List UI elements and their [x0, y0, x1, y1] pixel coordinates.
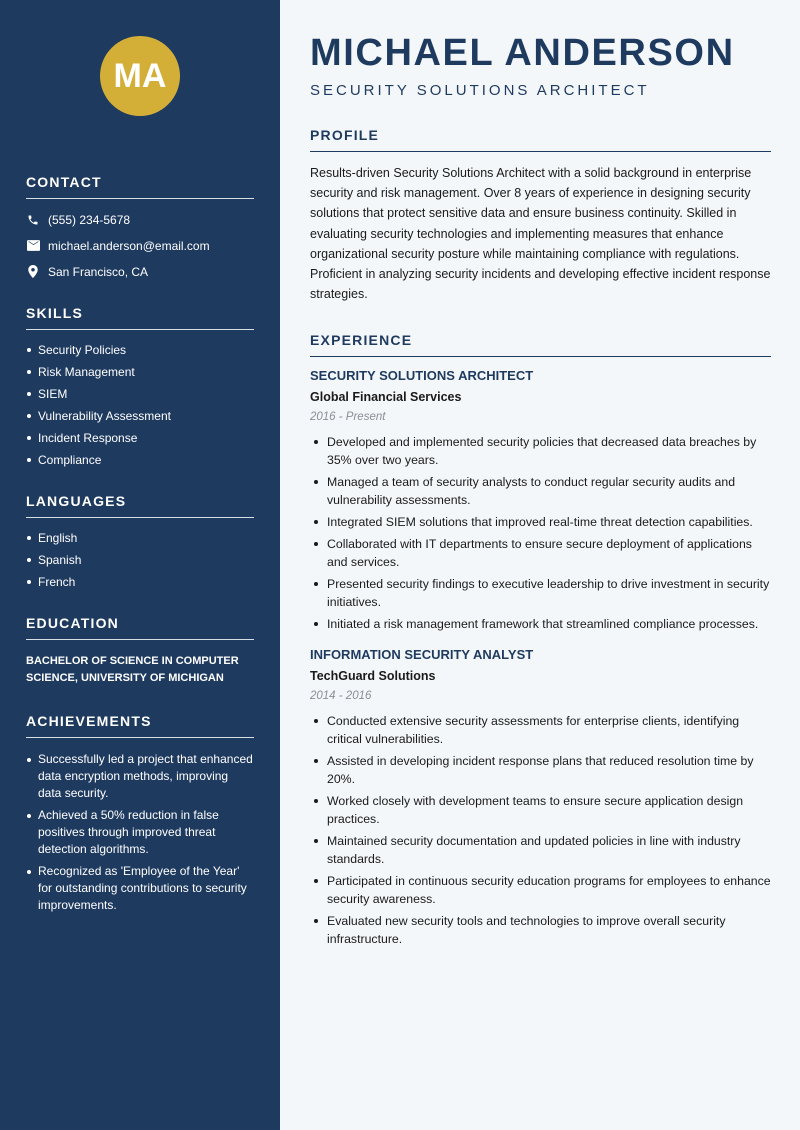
- language-item: Spanish: [26, 553, 254, 567]
- education-section: [26, 615, 254, 687]
- contact-email: [26, 238, 254, 253]
- location-text: San Francisco, CA: [48, 264, 149, 279]
- job-bullet: Assisted in developing incident response plans that reduced resolution time by 20%.: [310, 752, 771, 788]
- avatar: MA: [100, 36, 180, 116]
- skills-heading: SKILLS: [26, 305, 254, 330]
- skills-section: [26, 305, 254, 467]
- job-dates: 2014 - 2016: [310, 690, 372, 703]
- job-bullets: [310, 712, 771, 948]
- achievement-item: Successfully led a project that enhanced data encryption methods, improving data security.: [26, 751, 254, 802]
- achievement-item: Recognized as 'Employee of the Year' for outstanding contributions to security improvements.: [26, 863, 254, 914]
- skill-item: Compliance: [26, 453, 254, 467]
- achievement-item: Achieved a 50% reduction in false positives through improved threat detection algorithms.: [26, 807, 254, 858]
- job-title: SECURITY SOLUTIONS ARCHITECT: [310, 368, 534, 384]
- skill-item: Security Policies: [26, 343, 254, 357]
- job-dates: 2016 - Present: [310, 411, 386, 424]
- job-bullet: Conducted extensive security assessments for enterprise clients, identifying critical vulnerabilities.: [310, 712, 771, 748]
- job-bullet: Developed and implemented security policies that decreased data breaches by 35% over two years.: [310, 433, 771, 469]
- skill-item: Incident Response: [26, 431, 254, 445]
- skill-item: SIEM: [26, 387, 254, 401]
- sidebar: [0, 0, 280, 1130]
- email-icon: [26, 239, 40, 253]
- languages-section: [26, 493, 254, 589]
- job-entry: [310, 647, 771, 948]
- job-bullet: Maintained security documentation and updated policies in line with industry standards.: [310, 832, 771, 868]
- education-heading: EDUCATION: [26, 615, 254, 640]
- location-pin-icon: [26, 265, 40, 279]
- job-bullet: Participated in continuous security education programs for employees to enhance security awareness.: [310, 872, 771, 908]
- email-text: michael.anderson@email.com: [48, 238, 210, 253]
- job-bullets: [310, 433, 771, 633]
- education-degree: BACHELOR OF SCIENCE IN COMPUTER SCIENCE, UNIVERSITY OF MICHIGAN: [26, 655, 239, 684]
- language-item: English: [26, 531, 254, 545]
- job-bullet: Collaborated with IT departments to ensure secure deployment of applications and services.: [310, 535, 771, 571]
- candidate-title: SECURITY SOLUTIONS ARCHITECT: [310, 82, 650, 99]
- experience-heading: EXPERIENCE: [310, 332, 771, 357]
- job-bullet: Managed a team of security analysts to conduct regular security audits and vulnerability assessments.: [310, 473, 771, 509]
- languages-list: [26, 531, 254, 589]
- skill-item: Vulnerability Assessment: [26, 409, 254, 423]
- experience-section: [310, 332, 771, 948]
- job-title: INFORMATION SECURITY ANALYST: [310, 647, 534, 663]
- languages-heading: LANGUAGES: [26, 493, 254, 518]
- candidate-name: MICHAEL ANDERSON: [310, 32, 735, 74]
- profile-section: [310, 127, 771, 304]
- phone-text: (555) 234-5678: [48, 212, 131, 227]
- contact-heading: CONTACT: [26, 174, 254, 199]
- language-item: French: [26, 575, 254, 589]
- skills-list: [26, 343, 254, 467]
- contact-section: [26, 174, 254, 279]
- contact-phone: [26, 212, 254, 227]
- skill-item: Risk Management: [26, 365, 254, 379]
- achievements-list: [26, 751, 254, 914]
- job-bullet: Initiated a risk management framework that streamlined compliance processes.: [310, 615, 771, 633]
- phone-icon: [26, 213, 40, 227]
- company-name: Global Financial Services: [310, 390, 462, 405]
- job-bullet: Integrated SIEM solutions that improved real-time threat detection capabilities.: [310, 513, 771, 531]
- job-entry: [310, 368, 771, 633]
- achievements-section: [26, 713, 254, 914]
- contact-location: [26, 264, 254, 279]
- profile-heading: PROFILE: [310, 127, 771, 152]
- job-bullet: Evaluated new security tools and technologies to improve overall security infrastructure.: [310, 912, 771, 948]
- company-name: TechGuard Solutions: [310, 669, 436, 684]
- achievements-heading: ACHIEVEMENTS: [26, 713, 254, 738]
- job-bullet: Presented security findings to executive leadership to drive investment in security initiatives.: [310, 575, 771, 611]
- profile-text: Results-driven Security Solutions Architect with a solid background in enterprise security and risk management. Over 8 years of experience in designing security solutions that protect sensitive data and ensure business continuity. Skilled in evaluating security technologies and implementing measures that enhance organizational security posture while maintaining compliance with regulations. Proficient in analyzing security incidents and developing effective incident response strategies.: [310, 166, 771, 302]
- main-content: [280, 0, 800, 1130]
- job-bullet: Worked closely with development teams to ensure secure application design practices.: [310, 792, 771, 828]
